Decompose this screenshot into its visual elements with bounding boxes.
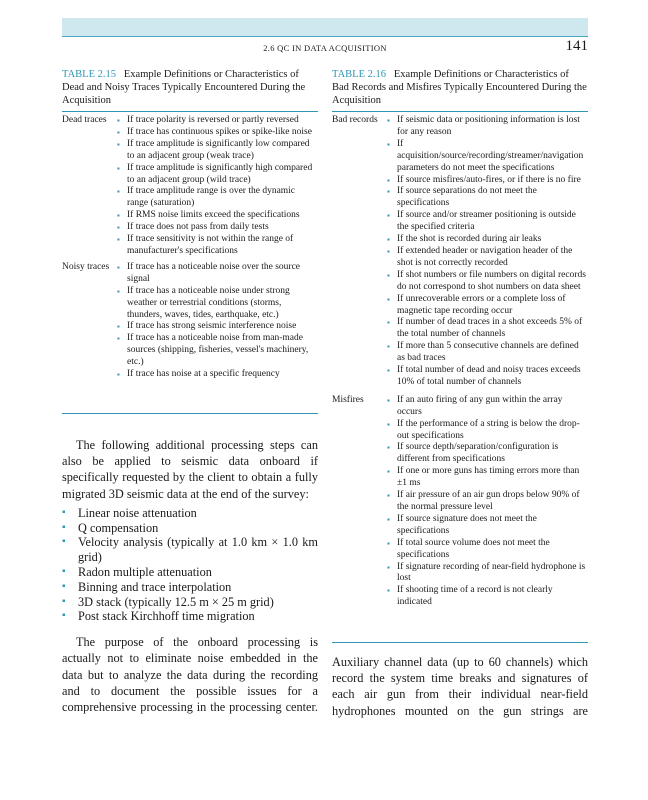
header-rule (62, 36, 588, 37)
list-item: ▪ If source separations do not meet the specifications (385, 186, 588, 210)
top-color-band (62, 18, 588, 36)
list-item: ▪ If shooting time of a record is not clearly indicated (385, 585, 588, 609)
list-item: ▪ If RMS noise limits exceed the specifications (115, 210, 318, 222)
list-item: ▪ If an auto firing of any gun within the array occurs (385, 395, 588, 419)
row-label-misfires: Misfires (332, 394, 364, 405)
list-item: ▪ Q compensation (62, 521, 318, 536)
row-label-dead-traces: Dead traces (62, 115, 107, 125)
list-item: ▪ If more than 5 consecutive channels are defined as bad traces (385, 341, 588, 365)
list-item: ▪ If source misfires/auto-fires, or if there is no fire (385, 175, 588, 187)
list-item: ▪ If trace has noise at a specific frequency (115, 369, 318, 381)
table-2-15-top-rule (62, 111, 318, 112)
list-item: ▪ Binning and trace interpolation (62, 580, 318, 595)
table-2-16-bottom-rule (332, 642, 588, 643)
row-label-bad-records: Bad records (332, 115, 378, 125)
list-item: ▪ If trace has a noticeable noise from man-made sources (shipping, fisheries, vessel's machinery, etc.) (115, 333, 318, 369)
list-item: ▪ If total number of dead and noisy traces exceeds 10% of total number of channels (385, 365, 588, 389)
list-item: ▪ If air pressure of an air gun drops below 90% of the normal pressure level (385, 490, 588, 514)
table-row (62, 115, 318, 258)
list-item: ▪ If trace amplitude is significantly low compared to an adjacent group (weak trace) (115, 139, 318, 163)
list-item: ▪ If number of dead traces in a shot exceeds 5% of the total number of channels (385, 317, 588, 341)
table-2-15-caption-text: Example Definitions or Characteristics of Dead and Noisy Traces Typically Encountered During the Acquisition (62, 69, 306, 106)
list-item: ▪ If seismic data or positioning information is lost for any reason (385, 115, 588, 139)
list-item: ▪ If one or more guns has timing errors more than ±1 ms (385, 466, 588, 490)
dead-traces-list (115, 115, 318, 258)
list-item: ▪ If the performance of a string is below the drop-out specifications (385, 419, 588, 443)
list-item: ▪ If unrecoverable errors or a complete loss of magnetic tape recording occur (385, 294, 588, 318)
running-head: 2.6 QC IN DATA ACQUISITION (263, 43, 387, 53)
list-item: ▪ If extended header or navigation header of the shot is not correctly recorded (385, 246, 588, 270)
list-item: ▪ If trace amplitude range is over the dynamic range (saturation) (115, 186, 318, 210)
table-2-16-top-rule (332, 111, 588, 112)
list-item: ▪ If source and/or streamer positioning is outside the specified criteria (385, 210, 588, 234)
list-item: ▪ If trace has strong seismic interference noise (115, 321, 318, 333)
left-column-text (62, 437, 318, 715)
table-row (62, 262, 318, 381)
list-item: ▪ If total source volume does not meet the specifications (385, 538, 588, 562)
row-label-noisy-traces: Noisy traces (62, 261, 110, 272)
table-2-16-caption (332, 68, 588, 107)
auxiliary-paragraph: Auxiliary channel data (up to 60 channels) which record the system time breaks and signatures of each air gun from their individual near-field hydrophones mounted on the gun strings are (332, 655, 588, 718)
table-2-15-number: TABLE 2.15 (62, 69, 116, 80)
table-2-15-bottom-rule (62, 413, 318, 414)
table-2-16-caption-text: Example Definitions or Characteristics of Bad Records and Misfires Typically Encountered During the Acquisition (332, 69, 587, 106)
list-item: ▪ If trace has continuous spikes or spike-like noise (115, 127, 318, 139)
list-item: ▪ Radon multiple attenuation (62, 565, 318, 580)
page-number: 141 (565, 38, 588, 54)
list-item: ▪ 3D stack (typically 12.5 m × 25 m grid) (62, 595, 318, 610)
right-column-text (332, 654, 588, 719)
list-item: ▪ If signature recording of near-field hydrophone is lost (385, 562, 588, 586)
processing-steps-list (62, 506, 318, 624)
list-item: ▪ If trace has a noticeable noise over the source signal (115, 262, 318, 286)
purpose-paragraph: The purpose of the onboard processing is actually not to eliminate noise embedded in the data but to analyze the data during the recording and to document the possible issues for a comprehensive processing in the processing center. (62, 635, 318, 714)
list-item: ▪ If trace does not pass from daily tests (115, 222, 318, 234)
list-item: ▪ If source depth/separation/configuration is different from specifications (385, 442, 588, 466)
list-item: ▪ If shot numbers or file numbers on digital records do not correspond to shot numbers on data sheet (385, 270, 588, 294)
list-item: ▪ If the shot is recorded during air leaks (385, 234, 588, 246)
table-2-15-caption (62, 68, 318, 107)
list-item: ▪ If trace polarity is reversed or partly reversed (115, 115, 318, 127)
table-2-15 (62, 115, 318, 381)
list-item: ▪ If acquisition/source/recording/streamer/navigation parameters do not meet the specifications (385, 139, 588, 175)
intro-paragraph: The following additional processing steps can also be applied to seismic data onboard if specifically requested by the client to obtain a fully migrated 3D seismic data at the end of the survey: (62, 438, 318, 501)
noisy-traces-list (115, 262, 318, 381)
list-item: ▪ If trace sensitivity is not within the range of manufacturer's specifications (115, 234, 318, 258)
list-item: ▪ Velocity analysis (typically at 1.0 km × 1.0 km grid) (62, 535, 318, 565)
table-row (332, 395, 588, 609)
misfires-list (385, 395, 588, 609)
list-item: ▪ If source signature does not meet the specifications (385, 514, 588, 538)
list-item: ▪ Post stack Kirchhoff time migration (62, 609, 318, 624)
list-item: ▪ If trace amplitude is significantly high compared to an adjacent group (wild trace) (115, 163, 318, 187)
table-row (332, 115, 588, 389)
table-2-16-number: TABLE 2.16 (332, 69, 386, 80)
table-2-16 (332, 115, 588, 609)
list-item: ▪ Linear noise attenuation (62, 506, 318, 521)
list-item: ▪ If trace has a noticeable noise under strong weather or terrestrial conditions (storms, thunders, waves, tides, earthquake, etc.) (115, 286, 318, 322)
bad-records-list (385, 115, 588, 389)
